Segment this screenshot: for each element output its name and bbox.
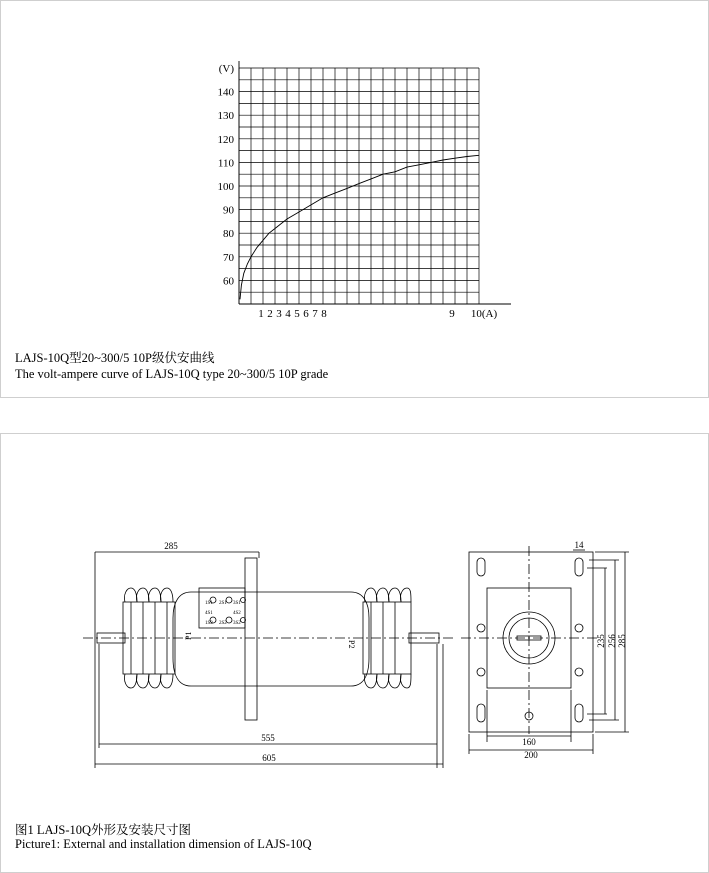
- terminal-label-8: 4S2: [233, 611, 241, 616]
- caption-english: The volt-ampere curve of LAJS-10Q type 20~300/5 10P grade: [15, 367, 329, 381]
- x-tick-labels: [258, 308, 497, 320]
- left-bellows: [123, 588, 175, 688]
- caption-chinese: LAJS-10Q型20~300/5 10P级伏安曲线: [15, 351, 215, 365]
- y-tick-label: 110: [217, 157, 234, 170]
- chart-axes: [239, 61, 511, 304]
- y-tick-labels: [218, 63, 235, 287]
- y-tick-label: 120: [217, 133, 234, 146]
- dim-label-605: 605: [262, 753, 276, 763]
- y-tick-label: 100: [217, 181, 234, 193]
- dim-label-160: 160: [522, 737, 536, 747]
- terminal-label-5: 3S1: [233, 601, 241, 606]
- x-tick-label: 9: [449, 308, 455, 320]
- dim-label-285-v: 285: [617, 634, 627, 648]
- dim-label-285: 285: [164, 541, 178, 551]
- x-tick-label: 5: [294, 308, 300, 320]
- dim-label-555: 555: [261, 733, 275, 743]
- y-tick-label: 80: [223, 228, 234, 241]
- y-tick-label: (V): [218, 63, 234, 75]
- corner-bolts: [477, 624, 583, 676]
- x-tick-label: 6: [303, 308, 309, 320]
- dimension-drawing: [1, 434, 708, 872]
- transformer-body: [173, 592, 369, 686]
- volt-ampere-chart: [1, 1, 708, 397]
- terminal-p1-label: P1: [184, 631, 193, 640]
- chart-grid: [239, 68, 479, 304]
- volt-ampere-panel: [0, 0, 709, 398]
- x-tick-label: 4: [285, 308, 291, 320]
- y-tick-label: 90: [223, 204, 234, 217]
- terminal-label-6: 3S2: [233, 621, 241, 626]
- terminal-label-2: 1S2: [205, 621, 213, 626]
- figure-caption-english: Picture1: External and installation dimension of LAJS-10Q: [15, 837, 312, 851]
- dim-label-200: 200: [524, 750, 538, 760]
- x-tick-label: 3: [276, 308, 282, 320]
- x-tick-label: 10(A): [470, 308, 498, 320]
- x-tick-label: 1: [258, 308, 264, 320]
- y-tick-label: 140: [217, 86, 234, 99]
- y-tick-label: 60: [223, 275, 234, 288]
- terminal-p2-label: P2: [347, 640, 356, 649]
- x-tick-label: 2: [267, 308, 273, 320]
- terminal-label-4: 2S2: [219, 621, 227, 626]
- terminal-label-7: 4S1: [205, 611, 213, 616]
- y-tick-label: 130: [217, 110, 234, 123]
- mounting-plate: [245, 558, 257, 720]
- dim-label-14: 14: [574, 540, 584, 550]
- end-plate-outer: [469, 552, 593, 732]
- x-tick-label: 8: [321, 308, 327, 320]
- dim-label-235: 235: [596, 634, 606, 648]
- figure-caption-chinese: 图1 LAJS-10Q外形及安装尺寸图: [15, 823, 192, 837]
- dim-label-256: 256: [607, 634, 617, 648]
- y-tick-label: 70: [223, 251, 234, 264]
- dimension-drawing-panel: [0, 433, 709, 873]
- x-tick-label: 7: [312, 308, 318, 320]
- terminal-label-3: 2S1: [219, 601, 227, 606]
- terminal-label-1: 1S1: [205, 601, 213, 606]
- end-view: [461, 546, 629, 754]
